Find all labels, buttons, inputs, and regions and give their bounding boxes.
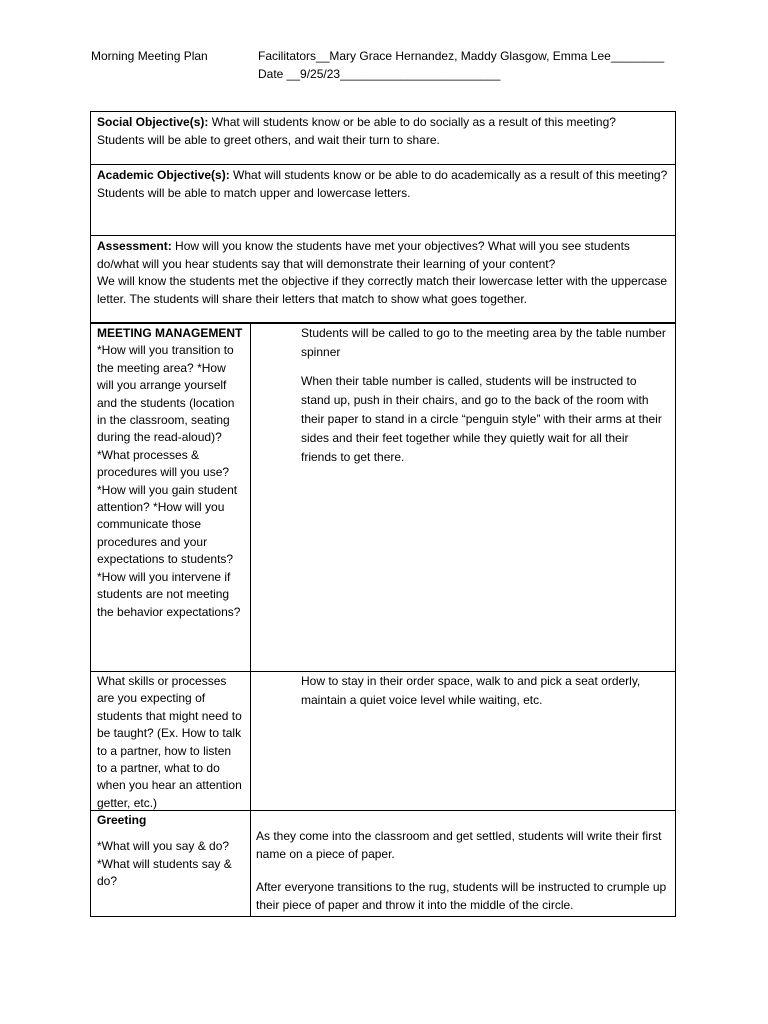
page-title: Morning Meeting Plan <box>91 49 208 63</box>
objectives-table <box>90 111 676 323</box>
greeting-response <box>251 811 675 916</box>
meeting-management-heading: MEETING MANAGEMENT <box>97 326 243 340</box>
assessment-answer: We will know the students met the objective if they correctly match their lowercase letter with the uppercase letter. The students will share their letters that match to show what goes together. <box>97 274 668 306</box>
skills-answer: How to stay in their order space, walk to and pick a seat orderly, maintain a quiet voice level while waiting, etc. <box>301 674 641 707</box>
academic-objective-answer: Students will be able to match upper and lowercase letters. <box>97 185 411 200</box>
date-line: Date __9/25/23________________________ <box>258 67 501 81</box>
greeting-row <box>90 811 676 917</box>
skills-response <box>251 672 675 810</box>
assessment-cell <box>91 236 675 322</box>
greeting-prompt <box>91 811 251 916</box>
meeting-management-answer-2: When their table number is called, students will be instructed to stand up, push in their chairs, and go to the back of the room with their paper to stand in a circle “penguin style” with their arms at their sides and their feet together while they quietly wait for all their friends to get there. <box>301 374 662 464</box>
assessment-label: Assessment: <box>97 239 172 253</box>
academic-objective-cell <box>91 165 675 236</box>
skills-prompt: What skills or processes are you expecting of students that might need to be taught? (Ex. How to talk to a partner, how to listen to a partner, what to do when you hear an attention getter, etc.) <box>91 672 251 810</box>
social-objective-label: Social Objective(s): <box>97 115 209 129</box>
meeting-management-prompt <box>91 324 251 671</box>
greeting-answer-2: After everyone transitions to the rug, students will be instructed to crumple up their piece of paper and throw it into the middle of the circle. <box>256 880 667 912</box>
greeting-heading: Greeting <box>97 813 147 827</box>
meeting-management-answer-1: Students will be called to go to the meeting area by the table number spinner <box>301 326 666 359</box>
academic-objective-label: Academic Objective(s): <box>97 168 230 182</box>
greeting-question-2: *What will students say & do? <box>97 856 232 889</box>
social-objective-cell <box>91 112 675 165</box>
greeting-question-1: *What will you say & do? <box>97 839 230 854</box>
skills-row <box>90 672 676 811</box>
assessment-question: How will you know the students have met your objectives? What will you see students do/what will you hear students say that will demonstrate their learning of your content? <box>97 239 630 271</box>
social-objective-question: What will students know or be able to do socially as a result of this meeting? <box>208 115 616 129</box>
social-objective-answer: Students will be able to greet others, and wait their turn to share. <box>97 132 440 147</box>
greeting-answer-1: As they come into the classroom and get settled, students will write their first name on a piece of paper. <box>256 829 662 861</box>
academic-objective-question: What will students know or be able to do academically as a result of this meeting? <box>229 168 668 182</box>
meeting-management-response <box>251 324 675 671</box>
meeting-management-row <box>90 323 676 672</box>
meeting-management-questions: *How will you transition to the meeting area? *How will you arrange yourself and the students (location in the classroom, seating during the read-aloud)? *What processes & procedures will you use? *How will you gain student attention? *How will you communicate those procedures and your expectations to students? *How will you intervene if students are not meeting the behavior expectations? <box>97 343 241 619</box>
facilitators-line: Facilitators__Mary Grace Hernandez, Maddy Glasgow, Emma Lee________ <box>258 49 665 63</box>
